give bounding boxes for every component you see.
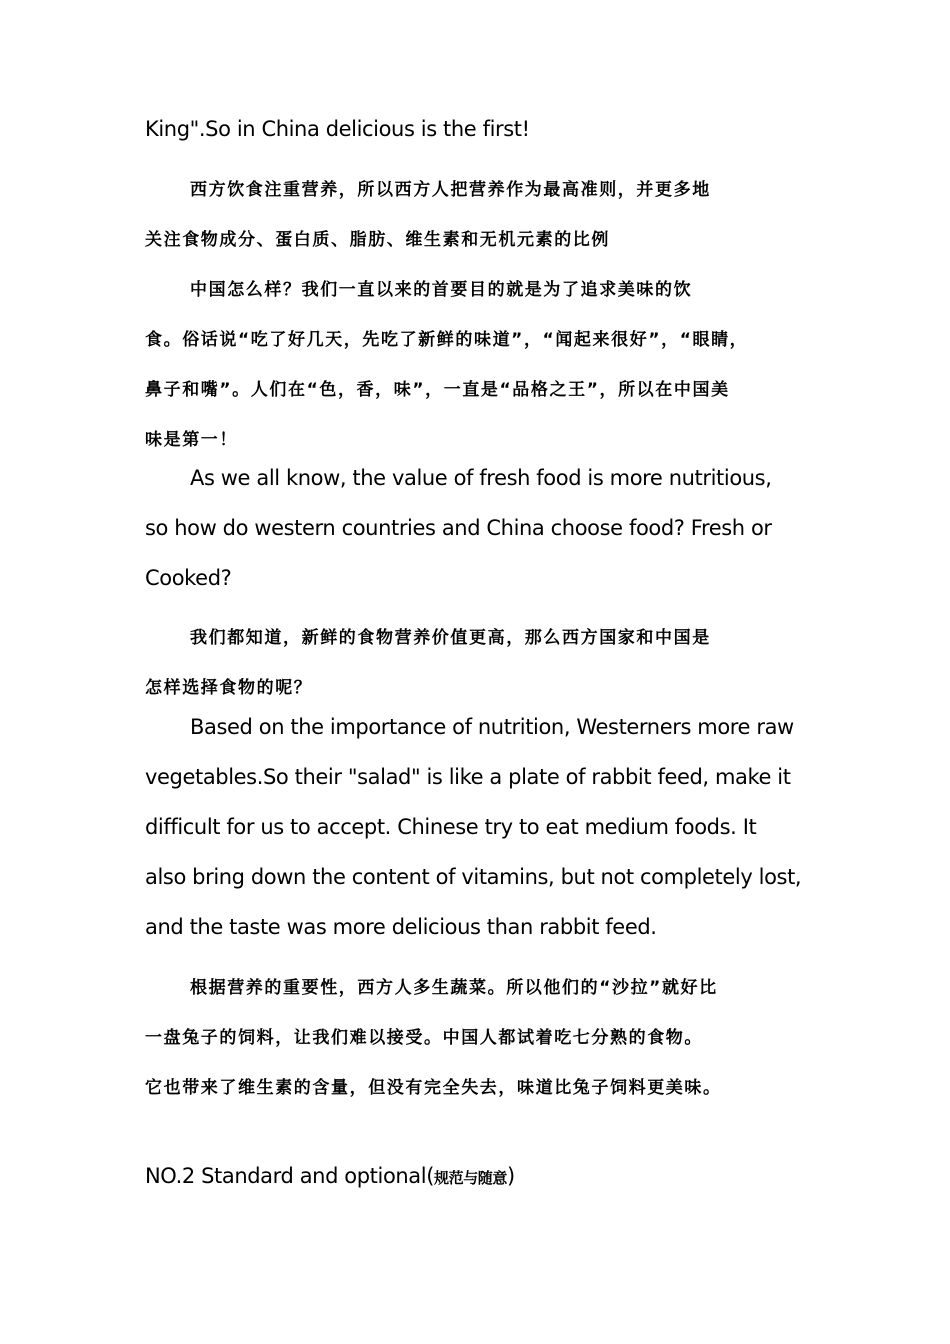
paragraph-line: 西方饮食注重营养，所以西方人把营养作为最高准则，并更多地 bbox=[190, 180, 711, 200]
paragraph-line: so how do western countries and China choose food? Fresh or bbox=[145, 516, 772, 540]
section-heading-close: ) bbox=[507, 1164, 515, 1188]
paragraph-line: and the taste was more delicious than rabbit feed. bbox=[145, 915, 657, 939]
paragraph-line: also bring down the content of vitamins, but not completely lost, bbox=[145, 865, 802, 889]
paragraph-line: 它也带来了维生素的含量，但没有完全失去，味道比兔子饲料更美味。 bbox=[145, 1078, 722, 1098]
paragraph-line: 我们都知道，新鲜的食物营养价值更高，那么西方国家和中国是 bbox=[190, 628, 711, 648]
paragraph-line: 根据营养的重要性，西方人多生蔬菜。所以他们的“沙拉”就好比 bbox=[190, 978, 718, 998]
section-heading bbox=[145, 1164, 515, 1188]
paragraph-line: 味是第一！ bbox=[145, 430, 238, 450]
paragraph-line: Based on the importance of nutrition, Westerners more raw bbox=[190, 715, 794, 739]
section-heading-zh: 规范与随意 bbox=[434, 1169, 508, 1187]
paragraph-line: 中国怎么样？我们一直以来的首要目的就是为了追求美味的饮 bbox=[190, 280, 693, 300]
paragraph-line: vegetables.So their "salad" is like a plate of rabbit feed, make it bbox=[145, 765, 791, 789]
paragraph-line: 食。俗话说“吃了好几天，先吃了新鲜的味道”，“闻起来很好”，“眼睛， bbox=[145, 330, 749, 350]
paragraph-line: Cooked? bbox=[145, 566, 232, 590]
paragraph-line: 关注食物成分、蛋白质、脂肪、维生素和无机元素的比例 bbox=[145, 230, 610, 250]
paragraph-line: difficult for us to accept. Chinese try to eat medium foods. It bbox=[145, 815, 757, 839]
section-heading-text: NO.2 Standard and optional( bbox=[145, 1164, 434, 1188]
paragraph-line: As we all know, the value of fresh food is more nutritious, bbox=[190, 466, 772, 490]
paragraph-line: King".So in China delicious is the first! bbox=[145, 117, 530, 141]
paragraph-line: 一盘兔子的饲料，让我们难以接受。中国人都试着吃七分熟的食物。 bbox=[145, 1028, 703, 1048]
paragraph-line: 鼻子和嘴”。人们在“色，香，味”，一直是“品格之王”，所以在中国美 bbox=[145, 380, 730, 400]
paragraph-line: 怎样选择食物的呢？ bbox=[145, 678, 313, 698]
